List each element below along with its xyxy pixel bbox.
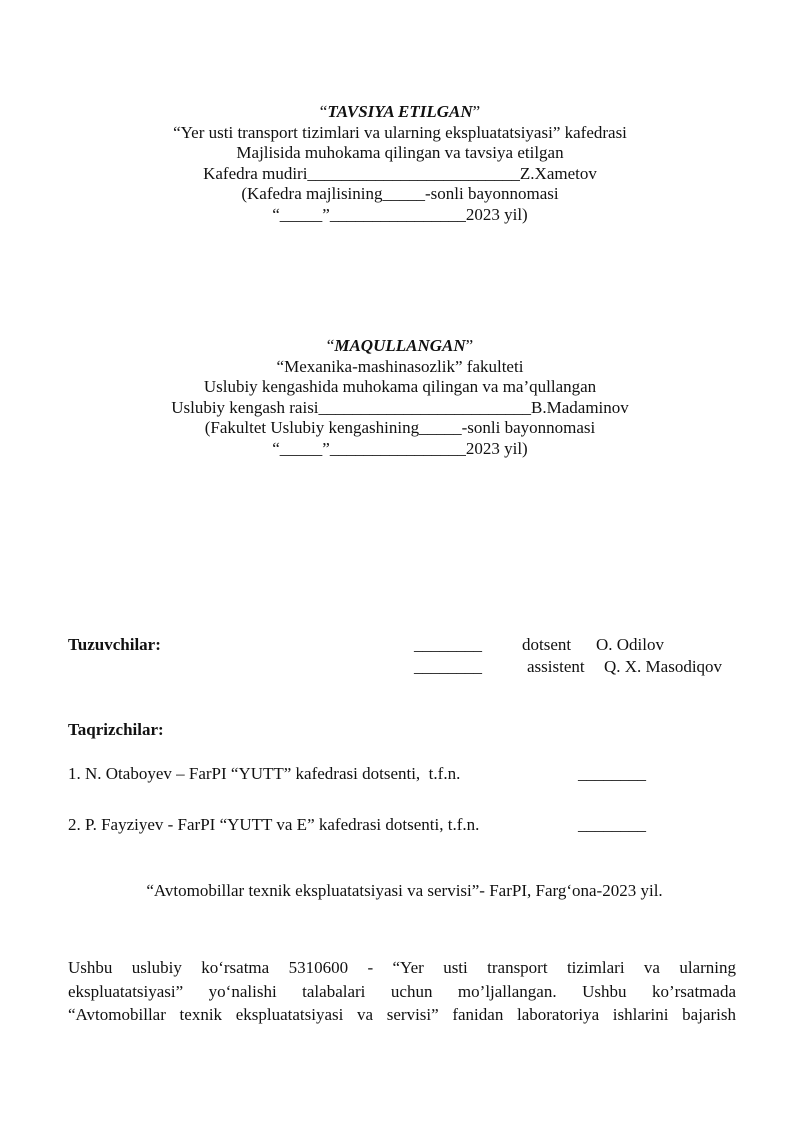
- author-title: dotsent: [522, 635, 572, 654]
- council-chair-line: Uslubiy kengash raisi_________________________B.Madaminov: [171, 397, 629, 417]
- reviewer-entry: 2. P. Fayziyev - FarPI “YUTT va E” kafedrasi dotsenti, t.f.n.: [68, 815, 480, 834]
- minutes-number-line: (Kafedra majlisining_____-sonli bayonnomasi: [241, 184, 559, 203]
- head-of-department-line: Kafedra mudiri_________________________Z.Xametov: [203, 163, 597, 183]
- reviewer-signature-line: ________: [578, 764, 646, 783]
- faculty-line: “Mexanika-mashinasozlik” fakulteti: [276, 356, 524, 376]
- imprint-line: “Avtomobillar texnik ekspluatatsiyasi va servisi”- FarPI, Farg‘ona-2023 yil.: [146, 881, 663, 900]
- description-line: “Avtomobillar texnik ekspluatatsiyasi va servisi” fanidan laboratoriya ishlarini bajarish: [68, 1005, 736, 1024]
- description-paragraph: [68, 956, 736, 1027]
- recommended-heading: “TAVSIYA ETILGAN”: [319, 102, 481, 121]
- accepted-heading: “MAQULLANGAN”: [326, 336, 474, 355]
- reviewer-signature-line: ________: [578, 815, 646, 834]
- accepted-approval-block: [0, 336, 800, 459]
- council-minutes-number-line: (Fakultet Uslubiy kengashining_____-sonli bayonnomasi: [204, 418, 596, 437]
- author-signature-line: ________: [414, 657, 482, 676]
- reviewer-entry: 1. N. Otaboyev – FarPI “YUTT” kafedrasi dotsenti, t.f.n.: [68, 764, 461, 783]
- description-line: Ushbu uslubiy ko‘rsatma 5310600 - “Yer usti transport tizimlari va ularning: [68, 958, 736, 977]
- description-line: ekspluatatsiyasi” yo‘nalishi talabalari uchun mo’ljallangan. Ushbu ko’rsatmada: [68, 981, 736, 1001]
- department-line: “Yer usti transport tizimlari va ularning ekspluatatsiyasi” kafedrasi: [173, 122, 627, 142]
- recommended-approval-block: [0, 102, 800, 225]
- reviewers-label: Taqrizchilar:: [68, 720, 164, 739]
- minutes-date-line: “_____”________________2023 yil): [272, 204, 528, 224]
- author-name: Q. X. Masodiqov: [604, 657, 723, 676]
- meeting-line: Majlisida muhokama qilingan va tavsiya etilgan: [236, 143, 564, 162]
- council-minutes-date-line: “_____”________________2023 yil): [272, 438, 528, 458]
- author-signature-line: ________: [414, 635, 482, 654]
- author-name: O. Odilov: [596, 635, 664, 654]
- author-title: assistent: [527, 657, 585, 676]
- recommended-heading-text: TAVSIYA ETILGAN: [327, 102, 473, 121]
- authors-label: Tuzuvchilar:: [68, 635, 161, 654]
- accepted-heading-text: MAQULLANGAN: [334, 336, 466, 355]
- council-line: Uslubiy kengashida muhokama qilingan va ma’qullangan: [203, 377, 597, 396]
